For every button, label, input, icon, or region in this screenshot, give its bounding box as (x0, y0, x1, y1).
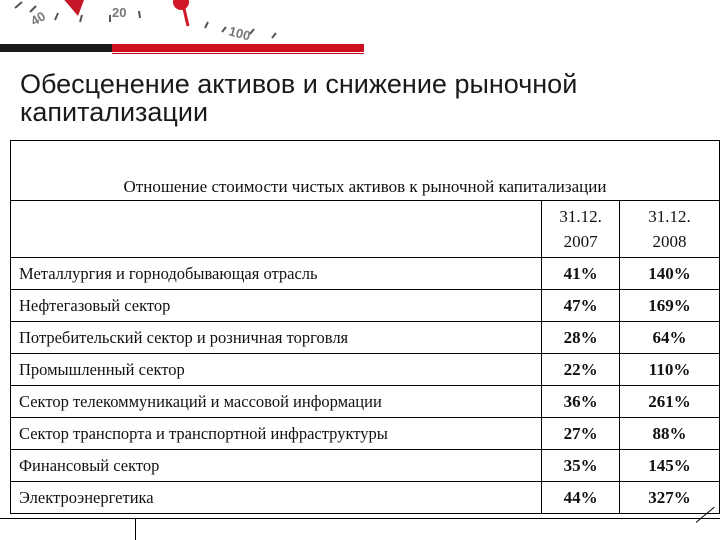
sector-name: Промышленный сектор (11, 354, 542, 386)
page-title-line-1: Обесценение активов и снижение рыночной (20, 69, 578, 99)
sector-name: Сектор телекоммуникаций и массовой информации (11, 386, 542, 418)
sector-name: Сектор транспорта и транспортной инфраструктуры (11, 418, 542, 450)
value-2008: 145% (620, 450, 720, 482)
header-bar-red-underline (112, 53, 364, 54)
value-2008: 261% (620, 386, 720, 418)
value-2007: 36% (542, 386, 620, 418)
gauge-mark-20: 20 (112, 5, 127, 20)
value-2008: 110% (620, 354, 720, 386)
header-col-2008-date: 31.12. (648, 207, 691, 226)
value-2008: 327% (620, 482, 720, 514)
header-col-2007-date: 31.12. (559, 207, 602, 226)
value-2007: 47% (542, 290, 620, 322)
table-row (11, 290, 720, 322)
table-row (11, 322, 720, 354)
value-2007: 35% (542, 450, 620, 482)
table-caption-row (11, 141, 720, 201)
value-2007: 27% (542, 418, 620, 450)
header-col-2007-year: 2007 (563, 232, 598, 251)
table-row (11, 450, 720, 482)
header-sector-cell (11, 201, 542, 258)
header-col-2008-year: 2008 (652, 232, 687, 251)
value-2007: 28% (542, 322, 620, 354)
ratio-table (10, 140, 720, 514)
table-row (11, 386, 720, 418)
value-2007: 22% (542, 354, 620, 386)
page-title-line-2: капитализации (20, 97, 209, 127)
header-col-2007 (542, 201, 620, 258)
value-2008: 140% (620, 258, 720, 290)
table-row (11, 418, 720, 450)
header-bar-black (0, 44, 112, 52)
page-title (20, 70, 700, 126)
sector-name: Металлургия и горнодобывающая отрасль (11, 258, 542, 290)
table-row (11, 354, 720, 386)
footer-divider (0, 518, 720, 519)
value-2007: 44% (542, 482, 620, 514)
sector-name: Электроэнергетика (11, 482, 542, 514)
table-caption: Отношение стоимости чистых активов к рыночной капитализации (11, 141, 720, 201)
header-col-2008 (620, 201, 720, 258)
table-row (11, 482, 720, 514)
value-2007: 41% (542, 258, 620, 290)
value-2008: 169% (620, 290, 720, 322)
speedometer-gauge-image (0, 0, 300, 46)
table-row (11, 258, 720, 290)
sector-name: Финансовый сектор (11, 450, 542, 482)
footer-tick (135, 518, 136, 540)
value-2008: 88% (620, 418, 720, 450)
gauge-mark-100: 100 (227, 23, 253, 44)
table-header-row (11, 201, 720, 258)
gauge-mark-40: 40 (28, 8, 49, 29)
sector-name: Нефтегазовый сектор (11, 290, 542, 322)
header-bar-red (112, 44, 364, 52)
sector-name: Потребительский сектор и розничная торговля (11, 322, 542, 354)
value-2008: 64% (620, 322, 720, 354)
